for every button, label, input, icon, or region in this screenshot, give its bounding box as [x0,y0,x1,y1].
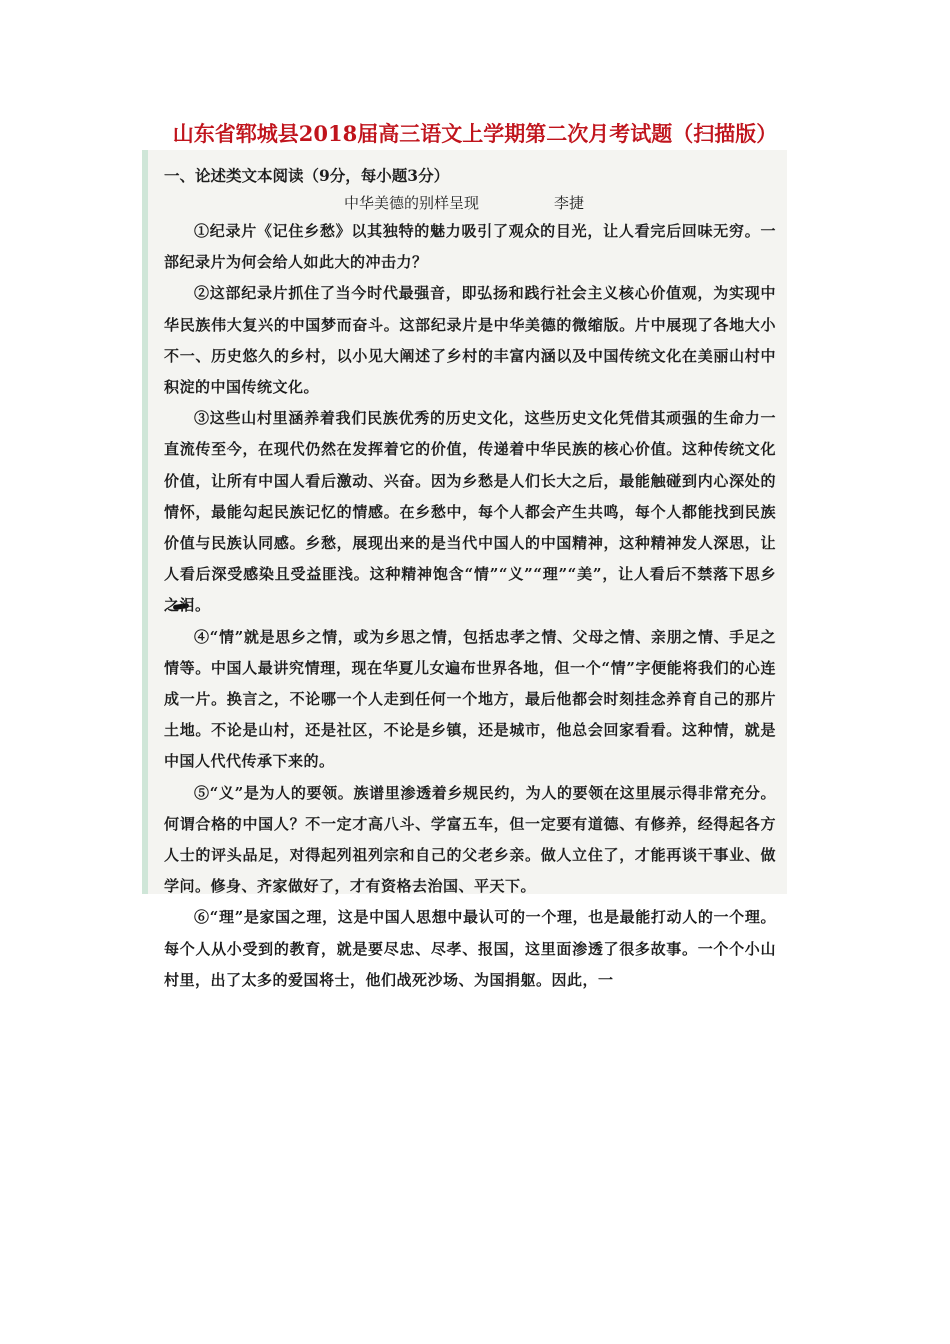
scan-text-content [164,160,776,996]
paragraph-5: ⑤“义”是为人的要领。族谱里渗透着乡规民约，为人的要领在这里展示得非常充分。何谓合格的中国人？不一定才高八斗、学富五车，但一定要有道德、有修养，经得起各方人士的评头品足，对得起列祖列宗和自己的父老乡亲。做人立住了，才能再谈干事业、做学问。修身、齐家做好了，才有资格去治国、平天下。 [164,783,776,896]
article-header [164,190,776,216]
paragraph-4: ④“情”就是思乡之情，或为乡思之情，包括忠孝之情、父母之情、亲朋之情、手足之情等。中国人最讲究情理，现在华夏儿女遍布世界各地，但一个“情”字便能将我们的心连成一片。换言之，不论哪一个人走到任何一个地方，最后他都会时刻挂念养育自己的那片土地。不论是山村，还是社区，不论是乡镇，还是城市，他总会回家看看。这种情，就是中国人代代传承下来的。 [164,627,776,771]
paragraph-1: ①纪录片《记住乡愁》以其独特的魅力吸引了观众的目光，让人看完后回味无穷。一部纪录片为何会给人如此大的冲击力？ [164,222,776,272]
paragraph-3: ③这些山村里涵养着我们民族优秀的历史文化，这些历史文化凭借其顽强的生命力一直流传至今，在现代仍然在发挥着它的价值，传递着中华民族的核心价值。这种传统文化价值，让所有中国人看后激动、兴奋。因为乡愁是人们长大之后，最能触碰到内心深处的情怀，最能勾起民族记忆的情感。在乡愁中，每个人都会产生共鸣，每个人都能找到民族价值与民族认同感。乡愁，展现出来的是当代中国人的中国精神，这种精神发人深思，让人看后深受感染且受益匪浅。这种精神饱含“情”“义”“理”“美”，让人看后不禁落下思乡之泪。 [164,409,776,615]
scan-border-edge [142,150,148,894]
paragraph-2: ②这部纪录片抓住了当今时代最强音，即弘扬和践行社会主义核心价值观，为实现中华民族伟大复兴的中国梦而奋斗。这部纪录片是中华美德的微缩版。片中展现了各地大小不一、历史悠久的乡村，以小见大阐述了乡村的丰富内涵以及中国传统文化在美丽山村中积淀的中国传统文化。 [164,284,776,397]
article-author: 李捷 [554,194,585,212]
article-title: 中华美德的别样呈现 [344,194,480,212]
section-heading: 一、论述类文本阅读（9分，每小题3分） [164,166,450,185]
scanned-page-image [142,150,787,989]
document-title: 山东省郓城县2018届高三语文上学期第二次月考试题（扫描版） [172,121,778,146]
paragraph-6: ⑥“理”是家国之理，这是中国人思想中最认可的一个理，也是最能打动人的一个理。每个人从小受到的教育，就是要尽忠、尽孝、报国，这里面渗透了很多故事。一个个小山村里，出了太多的爱国将士，他们战死沙场、为国捐躯。因此，一 [164,908,776,989]
